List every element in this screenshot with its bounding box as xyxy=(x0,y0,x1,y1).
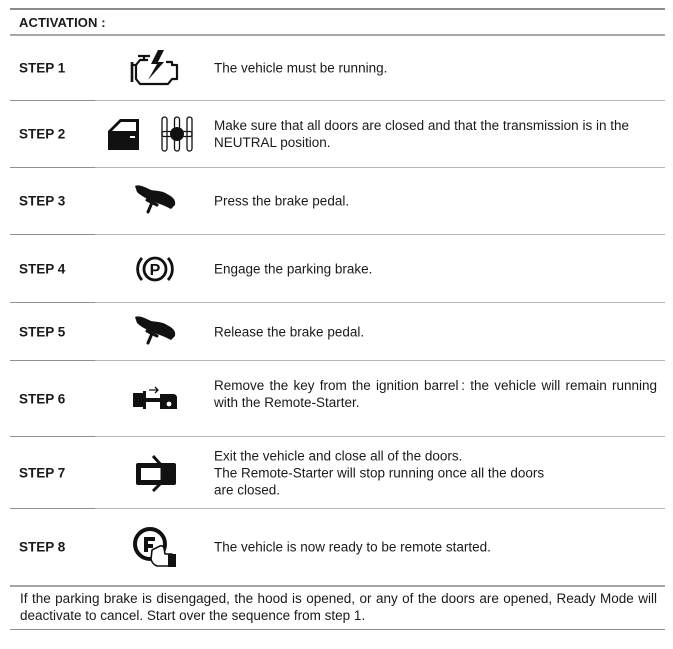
section-title: ACTIVATION : xyxy=(19,14,106,30)
section-header xyxy=(10,10,665,34)
step-description-line: are closed. xyxy=(214,482,281,497)
step-description-line: Exit the vehicle and close all of the doors. xyxy=(214,448,463,463)
press-brake-pedal-icon xyxy=(105,177,205,225)
step-label: STEP 1 xyxy=(19,60,66,76)
step-description xyxy=(214,447,657,498)
gear-shift-icon xyxy=(160,116,194,152)
engine-warning-icon xyxy=(105,44,205,92)
step-row-8 xyxy=(10,509,665,585)
step-row-6 xyxy=(10,361,665,437)
release-brake-pedal-icon xyxy=(105,308,205,356)
step-row-3 xyxy=(10,168,665,235)
step-row-7 xyxy=(10,437,665,509)
step-row-5 xyxy=(10,303,665,361)
step-description: The vehicle must be running. xyxy=(214,60,388,76)
door-icon xyxy=(106,117,140,151)
step-label: STEP 4 xyxy=(19,261,66,276)
remote-start-ready-icon xyxy=(105,523,205,571)
step-description: The vehicle is now ready to be remote started. xyxy=(214,539,491,555)
exit-vehicle-icon xyxy=(105,449,205,497)
cancel-note xyxy=(10,585,665,630)
step-label: STEP 8 xyxy=(19,539,66,555)
step-description: Release the brake pedal. xyxy=(214,324,365,339)
door-and-gear-shift-icon xyxy=(102,110,197,158)
step-description: Press the brake pedal. xyxy=(214,193,350,209)
cancel-note-text: If the parking brake is disengaged, the hood is opened, or any of the doors are opened, Ready Mode will deactivate to cancel. Start over the sequence from step 1. xyxy=(20,591,657,623)
step-description: Remove the key from the ignition barrel : the vehicle will remain running with the Remote-Starter. xyxy=(214,378,657,410)
step-label: STEP 7 xyxy=(19,465,66,480)
step-label: STEP 6 xyxy=(19,391,66,406)
step-label: STEP 3 xyxy=(19,193,66,209)
step-description: Make sure that all doors are closed and that the transmission is in the NEUTRAL position. xyxy=(214,118,629,150)
step-label: STEP 5 xyxy=(19,324,66,339)
svg-text:P: P xyxy=(149,261,161,279)
remove-key-icon xyxy=(105,381,205,415)
step-description-line: The Remote-Starter will stop running once all the doors xyxy=(214,465,545,480)
step-row-2 xyxy=(10,101,665,168)
step-description: Engage the parking brake. xyxy=(214,261,373,276)
step-row-1 xyxy=(10,36,665,101)
parking-brake-icon xyxy=(105,245,205,293)
step-label: STEP 2 xyxy=(19,126,66,142)
activation-procedure-table xyxy=(10,8,665,630)
step-row-4 xyxy=(10,235,665,303)
